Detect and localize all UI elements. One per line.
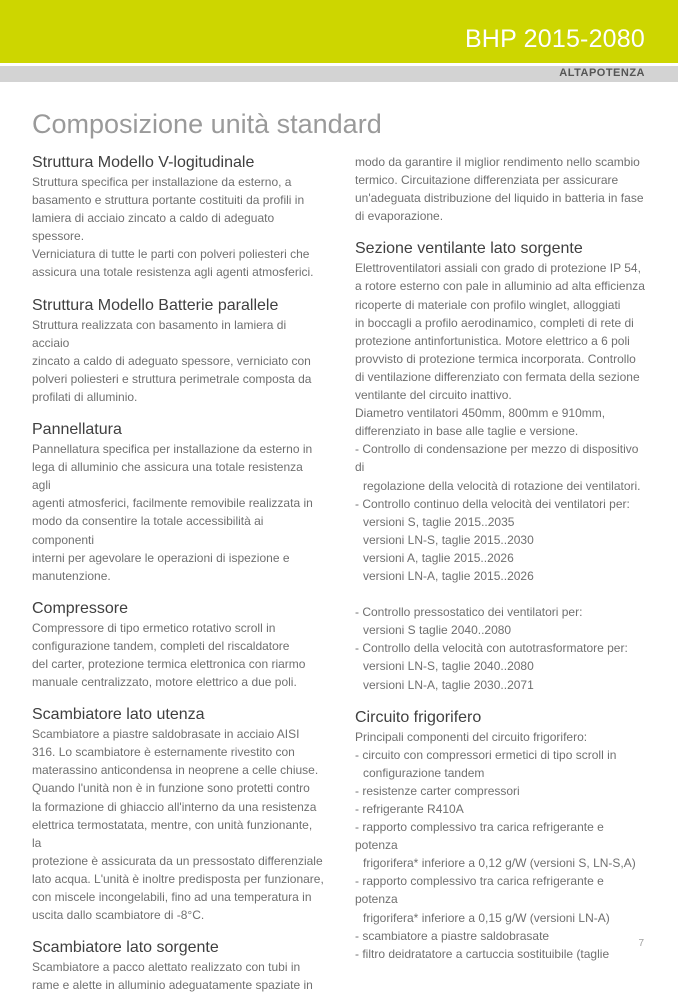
paragraph-line: termico. Circuitazione differenziata per assicurare (355, 173, 619, 188)
paragraph-line: ventilante del circuito inattivo. (355, 388, 512, 403)
list-line: versioni LN-A, taglie 2015..2026 (363, 568, 534, 583)
paragraph-line: elettrica termostatata, mentre, con unità funzionante, la (32, 817, 313, 850)
page-number: 7 (638, 938, 644, 949)
right-column (355, 153, 647, 963)
paragraph-line: Verniciatura di tutte le parti con polveri poliesteri che (32, 247, 310, 262)
list-line: configurazione tandem (363, 765, 485, 780)
section-gap (355, 694, 647, 708)
paragraph-line: uscita dallo scambiatore di -8°C. (32, 908, 205, 923)
list-line: - circuito con compressori ermetici di tipo scroll in (355, 747, 617, 762)
paragraph-line: polveri poliesteri e struttura perimetrale composta da (32, 371, 312, 386)
list-line: - Controllo continuo della velocità dei ventilatori per: (355, 496, 630, 511)
section-gap (32, 585, 324, 599)
list-line: - resistenze carter compressori (355, 783, 520, 798)
paragraph-line: protezione è assicurata da un pressostato differenziale (32, 853, 323, 868)
paragraph-line: protezione antinfortunistica. Motore elettrico a 6 poli (355, 333, 630, 348)
list-line: - rapporto complessivo tra carica refrigerante e potenza (355, 820, 604, 853)
section (32, 938, 324, 994)
paragraph-line: manuale centralizzato, motore elettrico a due poli. (32, 675, 297, 690)
paragraph-line: modo da garantire il miglior rendimento nello scambio (355, 155, 640, 169)
section (32, 599, 324, 691)
list-line: versioni A, taglie 2015..2026 (363, 550, 514, 565)
product-title: BHP 2015-2080 (464, 25, 645, 53)
section (32, 153, 324, 282)
section-heading: Compressore (32, 599, 129, 617)
paragraph-line: Diametro ventilatori 450mm, 800mm e 910mm, (355, 406, 606, 421)
paragraph-line: lamiera di acciaio zincato a caldo di adeguato spessore. (32, 211, 275, 244)
section-heading: Struttura Modello V-logitudinale (32, 154, 255, 171)
paragraph-line: di evaporazione. (355, 209, 444, 224)
paragraph-line: provvisto di protezione termica incorporata. Controllo (355, 351, 636, 366)
page-title: Composizione unità standard (32, 109, 382, 139)
list-line: versioni S taglie 2040..2080 (363, 623, 512, 638)
paragraph-line: manutenzione. (32, 568, 111, 583)
section (355, 708, 647, 963)
section (32, 296, 324, 406)
section (32, 420, 324, 585)
paragraph-line: Struttura specifica per installazione da esterno, a (32, 175, 292, 189)
brand-label: ALTAPOTENZA (559, 67, 645, 79)
list-line: - Controllo della velocità con autotrasformatore per: (355, 641, 628, 656)
list-line: versioni S, taglie 2015..2035 (363, 514, 515, 529)
list-line: frigorifera* inferiore a 0,15 g/W (versioni LN-A) (363, 910, 610, 925)
paragraph-line: lato acqua. L'unità è inoltre predisposta per funzionare, (32, 871, 324, 886)
paragraph-line: assicura una totale resistenza agli agenti atmosferici. (32, 265, 314, 280)
paragraph-line: profilati di alluminio. (32, 389, 138, 404)
section (355, 239, 647, 693)
section-heading: Circuito frigorifero (355, 708, 482, 726)
section-heading: Pannellatura (32, 421, 122, 439)
list-line: - rapporto complessivo tra carica refrigerante e potenza (355, 874, 604, 907)
paragraph-line: materassino anticondensa in neoprene a celle chiuse. (32, 763, 319, 778)
section-gap (32, 691, 324, 705)
paragraph-line: configurazione tandem, completi del riscaldatore (32, 638, 290, 653)
list-line: Principali componenti del circuito frigorifero: (355, 729, 588, 744)
paragraph-line: la formazione di ghiaccio all'interno da una resistenza (32, 799, 317, 814)
paragraph-line: Scambiatore a pacco alettato realizzato con tubi in (32, 960, 301, 975)
section-heading: Sezione ventilante lato sorgente (355, 240, 583, 258)
paragraph-line: a rotore esterno con pale in alluminio ad alta efficienza (355, 279, 645, 294)
section-heading: Scambiatore lato sorgente (32, 939, 219, 957)
section-gap (355, 225, 647, 239)
paragraph-line: rame e alette in alluminio adeguatamente spaziate in (32, 978, 313, 993)
list-line: versioni LN-S, taglie 2040..2080 (363, 659, 534, 674)
paragraph-line: del carter, protezione termica elettronica con riarmo (32, 656, 306, 671)
paragraph-line: interni per agevolare le operazioni di ispezione e (32, 550, 290, 565)
paragraph-line: basamento e struttura portante costituiti da profili in (32, 193, 305, 208)
list-line: versioni LN-S, taglie 2015..2030 (363, 532, 534, 547)
list-line: - scambiatore a piastre saldobrasate (355, 928, 550, 943)
section-continuation (355, 153, 647, 225)
list-line: - Controllo pressostatico dei ventilatori per: (355, 605, 583, 620)
section-gap (32, 924, 324, 938)
list-line: frigorifera* inferiore a 0,12 g/W (versioni S, LN-S,A) (363, 856, 636, 871)
list-line: versioni LN-A, taglie 2030..2071 (363, 677, 534, 692)
paragraph-line: agenti atmosferici, facilmente removibile realizzata in (32, 496, 313, 511)
paragraph-line: ricoperte di materiale con profilo winglet, alloggiati (355, 297, 621, 312)
section-gap (32, 282, 324, 296)
paragraph-line: zincato a caldo di adeguato spessore, verniciato con (32, 353, 311, 368)
blank-line (355, 585, 647, 603)
paragraph-line: differenziato in base alle taglie e versione. (355, 424, 579, 439)
section-heading: Struttura Modello Batterie parallele (32, 296, 279, 314)
paragraph-line: Compressore di tipo ermetico rotativo scroll in (32, 620, 276, 635)
paragraph-line: Struttura realizzata con basamento in lamiera di acciaio (32, 317, 287, 350)
paragraph-line: un'adeguata distribuzione del liquido in batteria in fase (355, 191, 644, 206)
paragraph-line: in boccagli a profilo aerodinamico, completi di rete di (355, 315, 634, 330)
paragraph-line: con miscele incongelabili, fino ad una temperatura in (32, 890, 312, 904)
paragraph-line: Quando l'unità non è in funzione sono protetti contro (32, 781, 310, 796)
list-line: - refrigerante R410A (355, 802, 464, 816)
section-gap (32, 406, 324, 420)
paragraph-line: di ventilazione differenziato con fermata della sezione (355, 369, 640, 384)
paragraph-line: 316. Lo scambiatore è esternamente rivestito con (32, 745, 295, 760)
list-line: - filtro deidratatore a cartuccia sostituibile (taglie (355, 946, 610, 961)
paragraph-line: modo da consentire la totale accessibilità ai componenti (32, 514, 264, 547)
section (32, 705, 324, 924)
paragraph-line: Scambiatore a piastre saldobrasate in acciaio AISI (32, 727, 300, 742)
list-line: - Controllo di condensazione per mezzo di dispositivo di (355, 442, 639, 475)
paragraph-line: Pannellatura specifica per installazione da esterno in (32, 442, 313, 457)
left-column (32, 153, 324, 994)
list-line: regolazione della velocità di rotazione dei ventilatori. (363, 478, 641, 493)
section-heading: Scambiatore lato utenza (32, 706, 205, 724)
paragraph-line: lega di alluminio che assicura una totale resistenza agli (32, 460, 303, 493)
paragraph-line: Elettroventilatori assiali con grado di protezione IP 54, (355, 261, 641, 276)
